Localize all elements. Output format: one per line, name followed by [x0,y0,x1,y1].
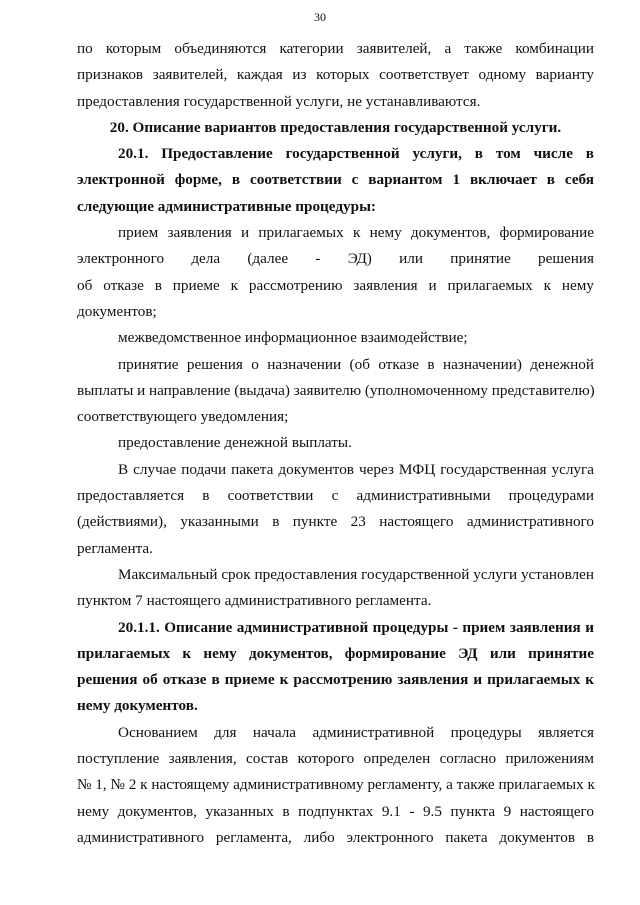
text-line: нему документов, указанных в подпунктах 9.1 - 9.5 пункта 9 настоящего [77,802,594,820]
paragraph-continuation [77,36,594,115]
text-line: поступление заявления, состав которого определен согласно приложениям [77,750,594,768]
text-line: об отказе в приеме к рассмотрению заявления и прилагаемых к нему [77,276,594,294]
text-line: № 1, № 2 к настоящему административному регламенту, а также прилагаемых к [77,776,595,794]
text-line: признаков заявителей, каждая из которых соответствует одному варианту [77,66,594,84]
text-line: пунктом 7 настоящего административного регламента. [77,592,432,610]
procedure-item-4 [77,430,594,456]
section-heading-20-1-cont [77,167,594,220]
text-line: принятие решения о назначении (об отказе в назначении) денежной [118,355,594,373]
procedure-item-3 [77,352,594,431]
text-line: документов; [77,302,157,320]
text-line: межведомственное информационное взаимодействие; [118,329,468,347]
text-line: предоставляется в соответствии с административными процедурами [77,487,594,505]
text-line: электронной форме, в соответствии с вариантом 1 включает в себя [77,171,594,189]
text-line: 20.1.1. Описание административной процедуры - прием заявления и [118,618,594,636]
page-number: 30 [314,10,326,24]
procedure-item-2 [77,325,594,351]
section-heading-20-1 [77,141,594,167]
text-line: нему документов. [77,697,198,715]
text-line: решения об отказе в приеме к рассмотрению заявления и прилагаемых к [77,671,594,689]
text-line: 20.1. Предоставление государственной услуги, в том числе в [118,145,594,163]
text-line: предоставления государственной услуги, не устанавливаются. [77,92,481,110]
document-body [77,36,594,851]
text-line: соответствующего уведомления; [77,408,289,426]
text-line: электронного дела (далее - ЭД) или принятие решения [77,250,594,268]
mfc-paragraph [77,457,594,562]
basis-paragraph [77,720,594,851]
text-line: выплаты и направление (выдача) заявителю (уполномоченному представителю) [77,381,595,399]
section-heading-20: 20. Описание вариантов предоставления государственной услуги. [109,118,562,136]
text-line: Максимальный срок предоставления государственной услуги установлен [118,565,594,583]
term-paragraph [77,562,594,615]
text-line: прием заявления и прилагаемых к нему документов, формирование [118,224,594,242]
text-line: предоставление денежной выплаты. [118,434,352,452]
text-line: регламента. [77,539,153,557]
procedure-item-1 [77,220,594,325]
text-line: по которым объединяются категории заявителей, а также комбинации [77,40,594,57]
text-line: следующие административные процедуры: [77,197,376,215]
text-line: административного регламента, либо электронного пакета документов в [77,828,594,846]
text-line: (действиями), указанными в пункте 23 настоящего административного [77,513,594,531]
text-line: прилагаемых к нему документов, формирование ЭД или принятие [77,644,594,662]
text-line: В случае подачи пакета документов через МФЦ государственная услуга [118,460,594,478]
text-line: Основанием для начала административной процедуры является [118,723,594,741]
section-heading-20-1-1 [77,615,594,720]
